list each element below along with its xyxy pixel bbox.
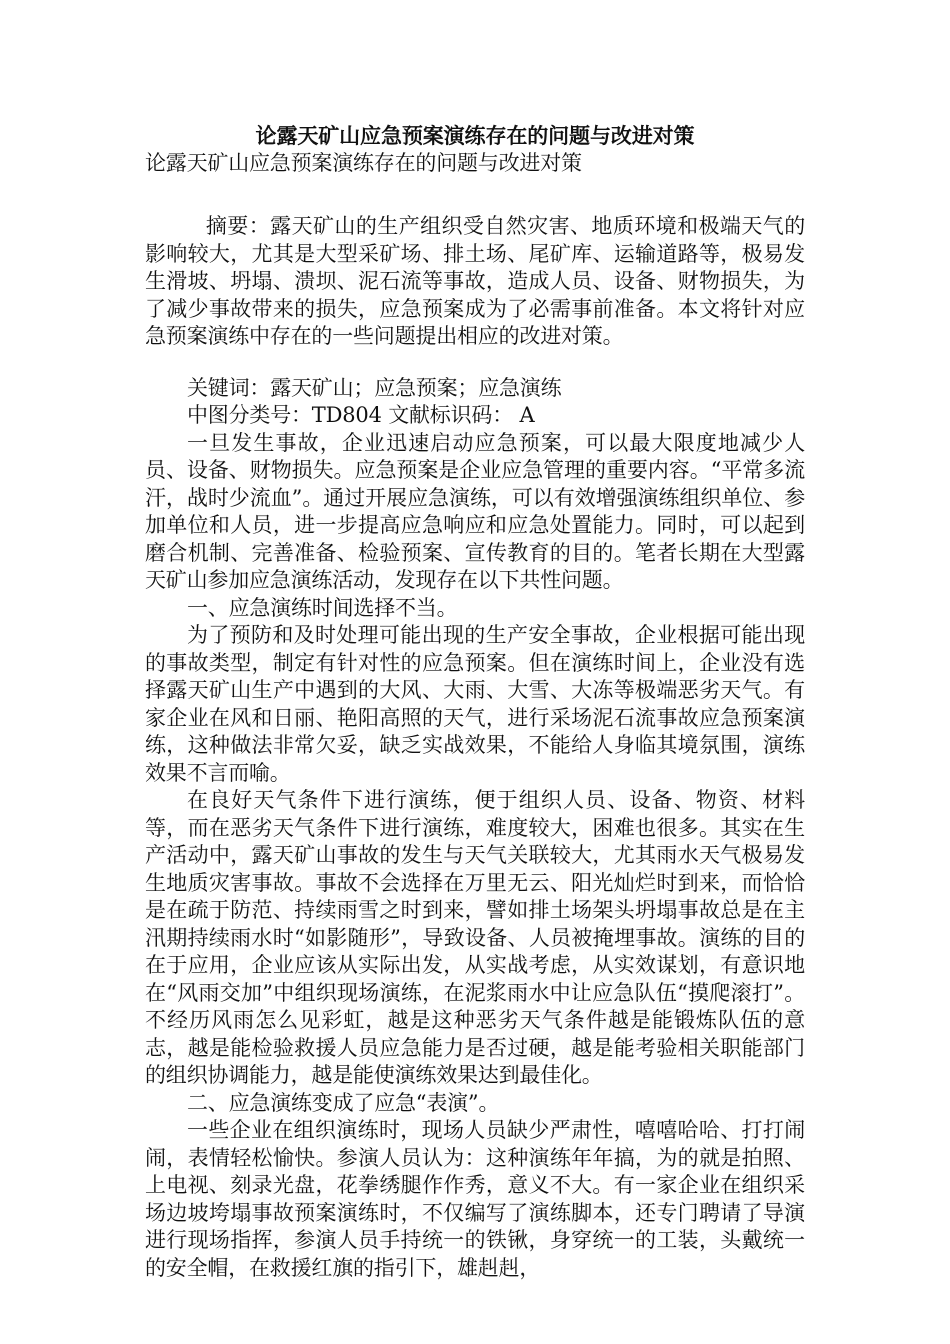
document-title: 论露天矿山应急预案演练存在的问题与改进对策 <box>255 123 695 148</box>
spacer <box>145 351 805 375</box>
abstract-paragraph: 摘要：露天矿山的生产组织受自然灾害、地质环境和极端天气的影响较大，尤其是大型采矿场、排土场、尾矿库、运输道路等，极易发生滑坡、坍塌、溃坝、泥石流等事故，造成人员、设备、财物损失，为了减少事故带来的损失，应急预案成为了必需事前准备。本文将针对应急预案演练中存在的一些问题提出相应的改进对策。 <box>145 214 805 348</box>
document-subtitle: 论露天矿山应急预案演练存在的问题与改进对策 <box>145 151 582 175</box>
section-1-paragraph-1: 为了预防和及时处理可能出现的生产安全事故，企业根据可能出现的事故类型，制定有针对性的应急预案。但在演练时间上，企业没有选择露天矿山生产中遇到的大风、大雨、大雪、大冻等极端恶劣天气。有家企业在风和日丽、艳阳高照的天气，进行采场泥石流事故应急预案演练，这种做法非常欠妥，缺乏实战效果，不能给人身临其境氛围，演练效果不言而喻。 <box>145 623 805 785</box>
section-1-paragraph-2: 在良好天气条件下进行演练，便于组织人员、设备、物资、材料等，而在恶劣天气条件下进行演练，难度较大，困难也很多。其实在生产活动中，露天矿山事故的发生与天气关联较大，尤其雨水天气极易发生地质灾害事故。事故不会选择在万里无云、阳光灿烂时到来，而恰恰是在疏于防范、持续雨雪之时到来，譬如排土场架头坍塌事故总是在主汛期持续雨水时“如影随形”，导致设备、人员被掩埋事故。演练的目的在于应用，企业应该从实际出发，从实战考虑，从实效谋划，有意识地在“风雨交加”中组织现场演练，在泥浆雨水中让应急队伍“摸爬滚打”。不经历风雨怎么见彩虹，越是这种恶劣天气条件越是能锻炼队伍的意志，越是能检验救援人员应急能力是否过硬，越是能考验相关职能部门的组织协调能力，越是能使演练效果达到最佳化。 <box>145 788 805 1087</box>
classification-line: 中图分类号：TD804 文献标识码： A <box>187 403 535 427</box>
intro-paragraph: 一旦发生事故，企业迅速启动应急预案，可以最大限度地减少人员、设备、财物损失。应急预案是企业应急管理的重要内容。“平常多流汗，战时少流血”。通过开展应急演练，可以有效增强演练组织单位、参加单位和人员，进一步提高应急响应和应急处置能力。同时，可以起到磨合机制、完善准备、检验预案、宣传教育的目的。笔者长期在大型露天矿山参加应急演练活动，发现存在以下共性问题。 <box>145 430 805 592</box>
section-heading-1: 一、应急演练时间选择不当。 <box>187 595 458 620</box>
section-2-paragraph-1: 一些企业在组织演练时，现场人员缺少严肃性，嘻嘻哈哈、打打闹闹，表情轻松愉快。参演人员认为：这种演练年年搞，为的就是拍照、上电视、刻录光盘，花拳绣腿作作秀，意义不大。有一家企业在组织采场边坡垮塌事故预案演练时，不仅编写了演练脚本，还专门聘请了导演进行现场指挥，参演人员手持统一的铁锹，身穿统一的工装，头戴统一的安全帽，在救援红旗的指引下，雄赳赳， <box>145 1118 805 1280</box>
keywords-line: 关键词：露天矿山；应急预案；应急演练 <box>187 375 562 400</box>
spacer <box>145 177 805 213</box>
document-body <box>145 122 805 1282</box>
section-heading-2: 二、应急演练变成了应急“表演”。 <box>187 1090 500 1115</box>
